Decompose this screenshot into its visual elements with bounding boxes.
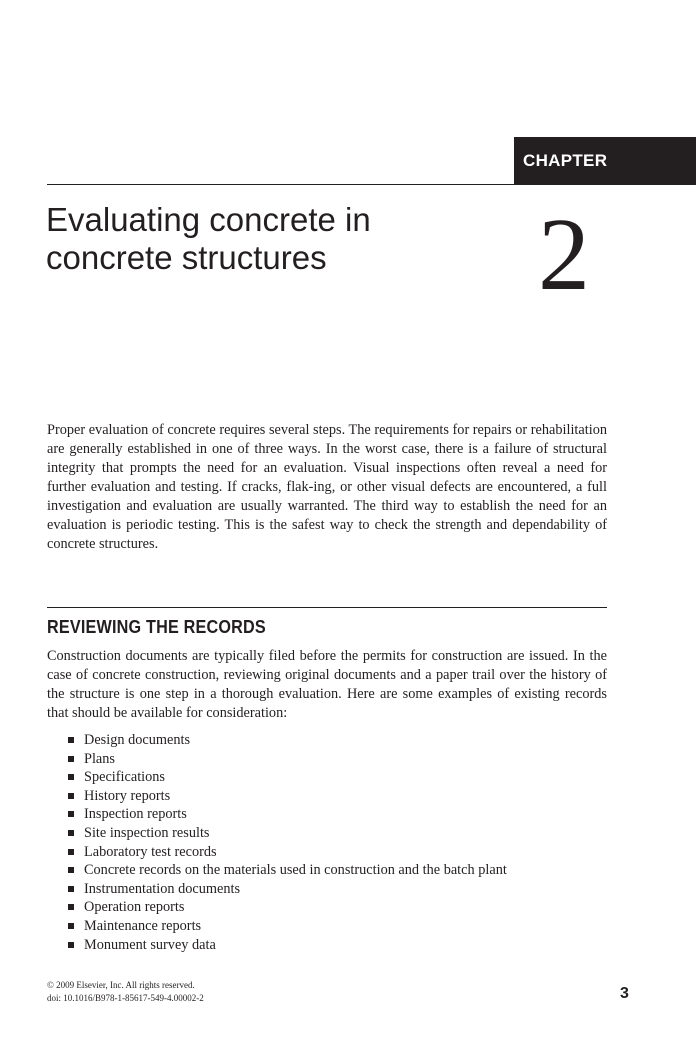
chapter-number: 2 xyxy=(538,197,590,312)
bullet-square-icon xyxy=(68,886,74,892)
list-item-text: Site inspection results xyxy=(84,824,210,841)
footer-copyright xyxy=(47,979,204,1005)
list-item xyxy=(68,750,507,769)
list-item xyxy=(68,768,507,787)
list-item-text: Maintenance reports xyxy=(84,917,202,934)
list-item xyxy=(68,824,507,843)
doi-text: doi: 10.1016/B978-1-85617-549-4.00002-2 xyxy=(47,993,204,1003)
list-item-text: Design documents xyxy=(84,732,191,748)
list-item-text: Inspection reports xyxy=(84,806,187,823)
list-item-text: Laboratory test records xyxy=(84,843,217,860)
section-paragraph: Construction documents are typically filed before the permits for construction are issued. In the case of concrete construction, reviewing original documents and a paper trail over the history of the structure is one step in a thorough evaluation. Here are some examples of existing records that should be available for consideration: xyxy=(47,648,607,721)
intro-paragraph: Proper evaluation of concrete requires several steps. The requirements for repairs or rehabilitation are generally established in one of three ways. In the worst case, there is a failure of structural integrity that prompts the need for an evaluation. Visual inspections often reveal a need for further evaluation and testing. If cracks, flak-ing, or other visual defects are encountered, a full investigation and evaluation are usually warranted. The third way to establish the need for an evaluation is periodic testing. This is the safest way to check the strength and dependability of concrete structures. xyxy=(47,422,607,552)
list-item xyxy=(68,787,507,806)
list-item-text: Concrete records on the materials used in construction and the batch plant xyxy=(84,862,507,879)
bullet-square-icon xyxy=(68,849,74,855)
list-item xyxy=(68,861,507,880)
bullet-square-icon xyxy=(68,830,74,836)
records-list xyxy=(68,731,507,954)
list-item xyxy=(68,731,507,750)
page-number: 3 xyxy=(620,985,629,1002)
list-item xyxy=(68,880,507,899)
bullet-square-icon xyxy=(68,904,74,910)
chapter-title xyxy=(46,201,486,277)
copyright-text: © 2009 Elsevier, Inc. All rights reserved. xyxy=(47,980,195,990)
bullet-square-icon xyxy=(68,923,74,929)
bullet-square-icon xyxy=(68,793,74,799)
list-item xyxy=(68,917,507,936)
bullet-square-icon xyxy=(68,774,74,780)
list-item xyxy=(68,898,507,917)
list-item-text: Operation reports xyxy=(84,899,185,916)
bullet-square-icon xyxy=(68,737,74,743)
list-item-text: Specifications xyxy=(84,769,165,786)
bullet-square-icon xyxy=(68,867,74,873)
section-heading: REVIEWING THE RECORDS xyxy=(47,617,266,637)
list-item xyxy=(68,843,507,862)
list-item xyxy=(68,936,507,955)
list-item-text: Monument survey data xyxy=(84,936,216,953)
section-divider xyxy=(47,607,607,608)
list-item xyxy=(68,805,507,824)
bullet-square-icon xyxy=(68,811,74,817)
list-item-text: Plans xyxy=(84,750,115,767)
chapter-title-line-2: concrete structures xyxy=(46,239,327,276)
bullet-square-icon xyxy=(68,942,74,948)
chapter-divider xyxy=(47,184,514,185)
chapter-title-line-1: Evaluating concrete in xyxy=(46,201,371,238)
list-item-text: History reports xyxy=(84,787,171,804)
list-item-text: Instrumentation documents xyxy=(84,880,241,897)
bullet-square-icon xyxy=(68,756,74,762)
chapter-label: CHAPTER xyxy=(514,137,696,185)
